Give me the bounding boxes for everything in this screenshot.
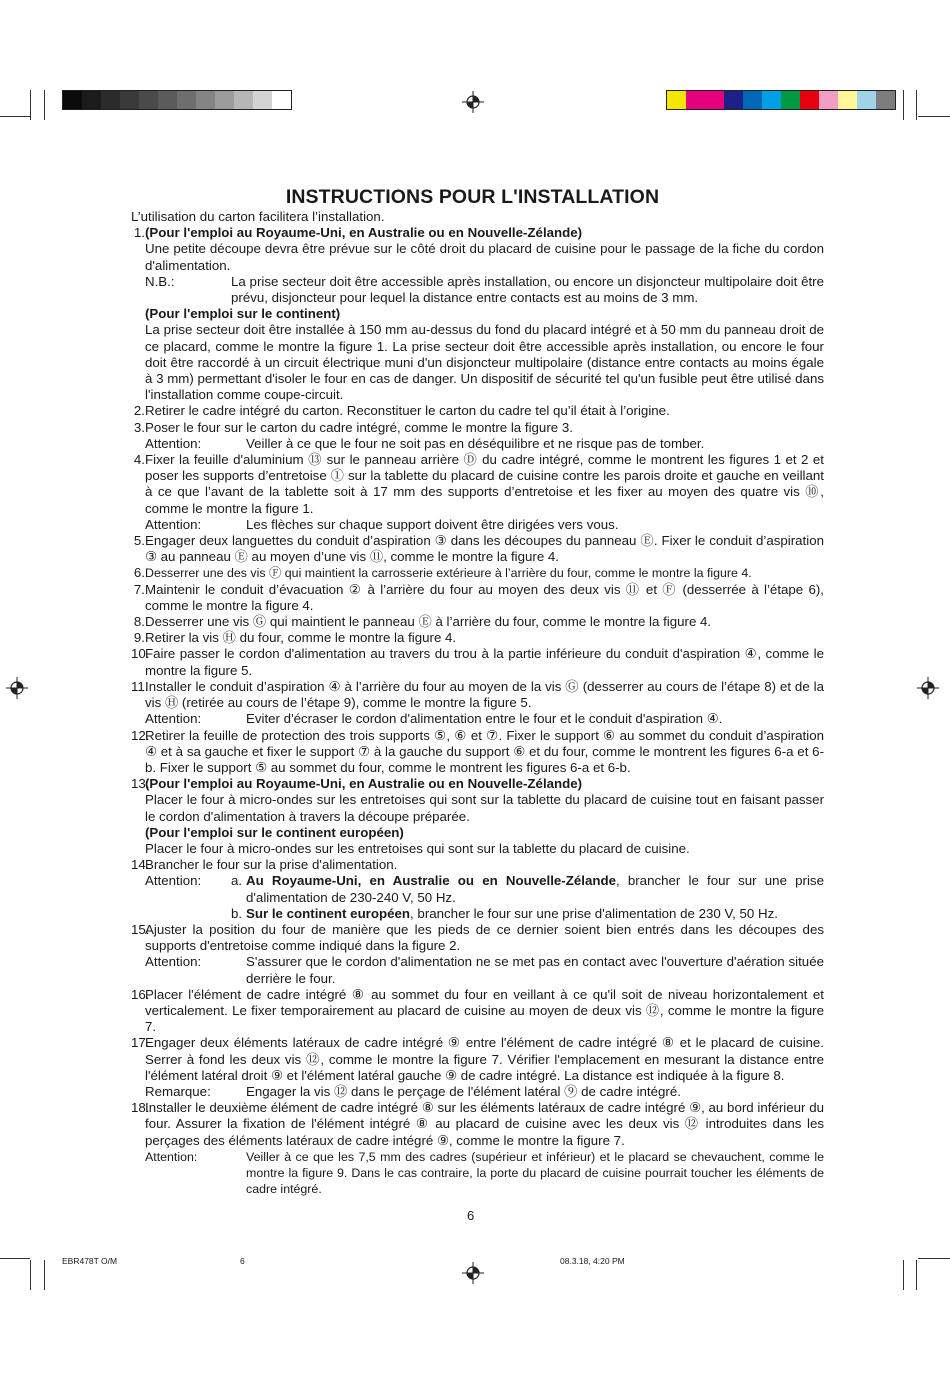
crop-mark (916, 1260, 917, 1290)
page-number: 6 (467, 1208, 475, 1223)
registration-mark-right-icon (917, 677, 939, 699)
list-item: 1. (Pour l'emploi au Royaume-Uni, en Australie ou en Nouvelle-Zélande) Une petite découpe devra être prévue sur le côté droit du placard de cuisine pour le passage de la fiche du cordon d'alimentation. N.B.: La prise secteur doit être accessible après installation, ou encore un disjoncteur multipolaire doit être prévu, disjoncteur pour lequel la distance entre contacts est au moins de 3 mm. (Pour l'emploi sur le continent) La prise secteur doit être installée à 150 mm au-dessus du fond du placard intégré et à 50 mm du panneau droit de ce placard, comme le montre la figure 1. La prise secteur doit être accessible après installation, ou encore le four doit être raccordé à un circuit électrique muni d'un disjoncteur multipolaire (distance entre contacts au moins égale à 3 mm) permettant d'isoler le four en cas de danger. Un dispositif de sécurité tel qu'un fusible peut être utilisé dans l'installation comme coupe-circuit. (133, 225, 824, 403)
crop-mark (44, 90, 45, 120)
list-item: 8. Desserrer une vis Ⓖ qui maintient le panneau Ⓔ à l’arrière du four, comme le montre la figure 4. (133, 614, 712, 630)
instructions-body (131, 209, 824, 1197)
list-item: 16. Placer l'élément de cadre intégré ⑧ au sommet du four en veillant à ce qu'il soit de niveau horizontalement et verticalement. Le fixer temporairement au placard de cuisine au moyen de deux vis ⑫, comme le montre la figure 7. (131, 986, 824, 1035)
color-swatch (800, 91, 819, 109)
crop-mark (918, 116, 950, 117)
color-swatch (724, 91, 743, 109)
color-swatch (686, 91, 705, 109)
region-heading: (Pour l'emploi au Royaume-Uni, en Australie ou en Nouvelle-Zélande) (145, 776, 583, 792)
color-swatch (667, 91, 686, 109)
gray-swatch (196, 91, 215, 109)
footer-timestamp: 08.3.18, 4:20 PM (560, 1256, 625, 1266)
crop-mark (0, 1258, 30, 1259)
gray-swatch (120, 91, 139, 109)
list-item: 5. Engager deux languettes du conduit d’aspiration ③ dans les découpes du panneau Ⓔ. Fixer le conduit d’aspiration ③ au panneau Ⓔ au moyen d’une vis ⑪, comme le montre la figure 4. (133, 533, 824, 565)
list-item: 11. Installer le conduit d’aspiration ④ à l’arrière du four au moyen de la vis Ⓖ (desserrer au cours de l’étape 8) et de la vis Ⓗ (retirée au cours de l’étape 9), comme le montre la figure 5. Attention: Eviter d'écraser le cordon d'alimentation entre le four et le conduit d'aspiration ④. (131, 678, 824, 727)
color-swatch (762, 91, 781, 109)
list-item: 7. Maintenir le conduit d’évacuation ② à l’arrière du four au moyen des deux vis ⑪ et Ⓕ (desserrée à l’étape 6), comme le montre la figure 4. (133, 581, 824, 613)
region-heading: (Pour l'emploi sur le continent) (145, 306, 341, 322)
page-title: INSTRUCTIONS POUR L'INSTALLATION (285, 186, 660, 208)
list-item: 4. Fixer la feuille d'aluminium ⑬ sur le panneau arrière Ⓓ du cadre intégré, comme le montrent les figures 1 et 2 et poser les supports d’entretoise ① sur la tablette du placard de cuisine contre les parois droite et gauche en veillant à ce que l’avant de la tablette soit à 17 mm des supports d’entretoise et les fixer au moyen des quatre vis ⑩, comme le montre la figure 1. Attention: Les flèches sur chaque support doivent être dirigées vers vous. (133, 452, 824, 532)
gray-swatch (139, 91, 158, 109)
crop-mark (918, 1258, 950, 1259)
list-item: 15. Ajuster la position du four de manière que les pieds de ce dernier soient bien entrés dans les découpes des supports d'entretoise comme indiqué dans la figure 2. Attention: S'assurer que le cordon d'alimentation ne se met pas en contact avec l'ouverture d'aération située derrière le four. (131, 921, 824, 986)
footer-job-id: EBR478T O/M (62, 1256, 118, 1266)
registration-mark-bottom-icon (462, 1262, 484, 1284)
gray-swatch (215, 91, 234, 109)
registration-mark-left-icon (6, 677, 28, 699)
list-item: 10. Faire passer le cordon d'alimentation au travers du trou à la partie inférieure du conduit d'aspiration ④, comme le montre la figure 5. (131, 646, 824, 678)
list-item: 14. Brancher le four sur la prise d'alimentation. Attention: a. Au Royaume-Uni, en Australie ou en Nouvelle-Zélande, brancher le four sur une prise d'alimentation de 230-240 V, 50 Hz. b. Sur le continent européen, brancher le four sur une prise d'alimentation de 230 V, 50 Hz. (131, 857, 824, 921)
region-heading: (Pour l'emploi au Royaume-Uni, en Australie ou en Nouvelle-Zélande) (145, 225, 583, 241)
crop-mark (916, 90, 917, 120)
crop-mark (30, 90, 31, 120)
list-item: 9. Retirer la vis Ⓗ du four, comme le montre la figure 4. (133, 630, 457, 646)
gray-swatch (234, 91, 253, 109)
color-swatch (705, 91, 724, 109)
gray-swatch (63, 91, 82, 109)
intro-text: L’utilisation du carton facilitera l’installation. (131, 209, 385, 224)
grayscale-calibration-bar (62, 90, 292, 110)
gray-swatch (272, 91, 291, 109)
list-item: 2. Retirer le cadre intégré du carton. Reconstituer le carton du cadre tel qu’il était à l’origine. (133, 403, 670, 419)
list-item: 6. Desserrer une des vis Ⓕ qui maintient la carrosserie extérieure à l’arrière du four, comme le montre la figure 4. (133, 565, 752, 581)
gray-swatch (177, 91, 196, 109)
color-swatch (838, 91, 857, 109)
gray-swatch (82, 91, 101, 109)
gray-swatch (101, 91, 120, 109)
crop-mark (44, 1260, 45, 1290)
color-swatch (743, 91, 762, 109)
list-item: 13. (Pour l'emploi au Royaume-Uni, en Australie ou en Nouvelle-Zélande) Placer le four à micro-ondes sur les entretoises qui sont sur la tablette du placard de cuisine tout en faisant passer le cordon d'alimentation à travers la découpe préparée. (Pour l'emploi sur le continent européen) Placer le four à micro-ondes sur les entretoises qui sont sur la tablette du placard de cuisine. (131, 776, 824, 856)
color-swatch (857, 91, 876, 109)
color-swatch (876, 91, 895, 109)
list-item: 18. Installer le deuxième élément de cadre intégré ⑧ sur les éléments latéraux de cadre intégré ⑨, au bord inférieur du four. Assurer la fixation de l'élément intégré ⑧ au placard de cuisine avec les deux vis ⑫ introduites dans les perçages des éléments latéraux de cadre intégré ⑨, comme le montre la figure 7. Attention: Veiller à ce que les 7,5 mm des cadres (supérieur et inférieur) et le placard se chevauchent, comme le montre la figure 9. Dans le cas contraire, la porte du placard de cuisine pourrait toucher les éléments de cadre intégré. (131, 1100, 824, 1197)
registration-mark-top-icon (462, 91, 484, 113)
crop-mark (0, 116, 30, 117)
crop-mark (903, 90, 904, 120)
crop-mark (30, 1260, 31, 1290)
color-swatch (781, 91, 800, 109)
color-calibration-bar (666, 90, 896, 110)
crop-mark (903, 1260, 904, 1290)
list-item: 3. Poser le four sur le carton du cadre intégré, comme le montre la figure 3. Attention: Veiller à ce que le four ne soit pas en déséquilibre et ne risque pas de tomber. (133, 419, 705, 451)
gray-swatch (158, 91, 177, 109)
list-item: 17. Engager deux éléments latéraux de cadre intégré ⑨ entre l'élément de cadre intégré ⑧ et le placard de cuisine. Serrer à fond les deux vis ⑫, comme le montre la figure 7. Vérifier l'emplacement en mesurant la distance entre l'élément latéral droit ⑨ et l'élément latéral gauche ⑨ de cadre intégré. La distance est indiquée à la figure 8. Remarque: Engager la vis ⑫ dans le perçage de l'élément latéral ⑨ de cadre intégré. (131, 1035, 824, 1099)
footer-page: 6 (240, 1256, 245, 1266)
list-item: 12. Retirer la feuille de protection des trois supports ⑤, ⑥ et ⑦. Fixer le support ⑥ au sommet du conduit d’aspiration ④ et à sa gauche et fixer le support ⑦ à la gauche du support ⑥ et du four, comme le montrent les figures 6-a et 6-b. Fixer le support ⑤ au sommet du four, comme le montrent les figures 6-a et 6-b. (131, 727, 824, 775)
color-swatch (819, 91, 838, 109)
region-heading: (Pour l'emploi sur le continent européen) (145, 824, 404, 840)
gray-swatch (253, 91, 272, 109)
